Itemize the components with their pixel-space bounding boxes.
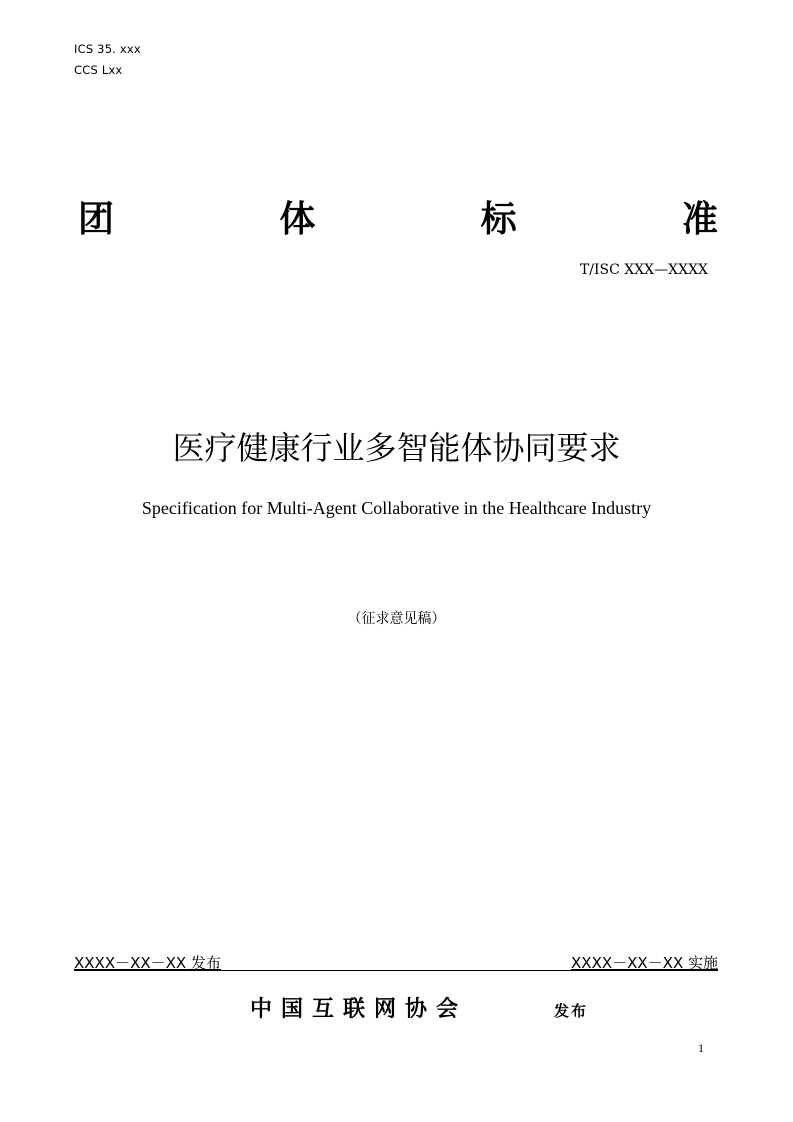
standard-number: T/ISC XXX—XXXX xyxy=(579,262,708,278)
standard-type-char: 准 xyxy=(681,199,718,240)
footer-divider xyxy=(74,970,718,971)
document-title-chinese: 医疗健康行业多智能体协同要求 xyxy=(172,429,621,467)
draft-status: （征求意见稿） xyxy=(347,611,446,627)
page-number: 1 xyxy=(698,1041,704,1055)
ics-code: ICS 35. xxx xyxy=(74,42,141,56)
implement-date: XXXX－XX－XX 实施 xyxy=(571,954,718,972)
issue-label: 发布 xyxy=(554,1002,589,1020)
standard-type-char: 体 xyxy=(279,199,316,240)
issuing-organization: 中国互联网协会 xyxy=(250,997,468,1022)
publish-date: XXXX－XX－XX 发布 xyxy=(74,954,221,972)
standard-type-char: 团 xyxy=(78,199,115,240)
standard-type-char: 标 xyxy=(480,199,517,240)
ccs-code: CCS Lxx xyxy=(74,63,123,77)
document-title-english: Specification for Multi-Agent Collaborative in the Healthcare Industry xyxy=(141,498,652,518)
standard-type-heading xyxy=(78,196,718,244)
